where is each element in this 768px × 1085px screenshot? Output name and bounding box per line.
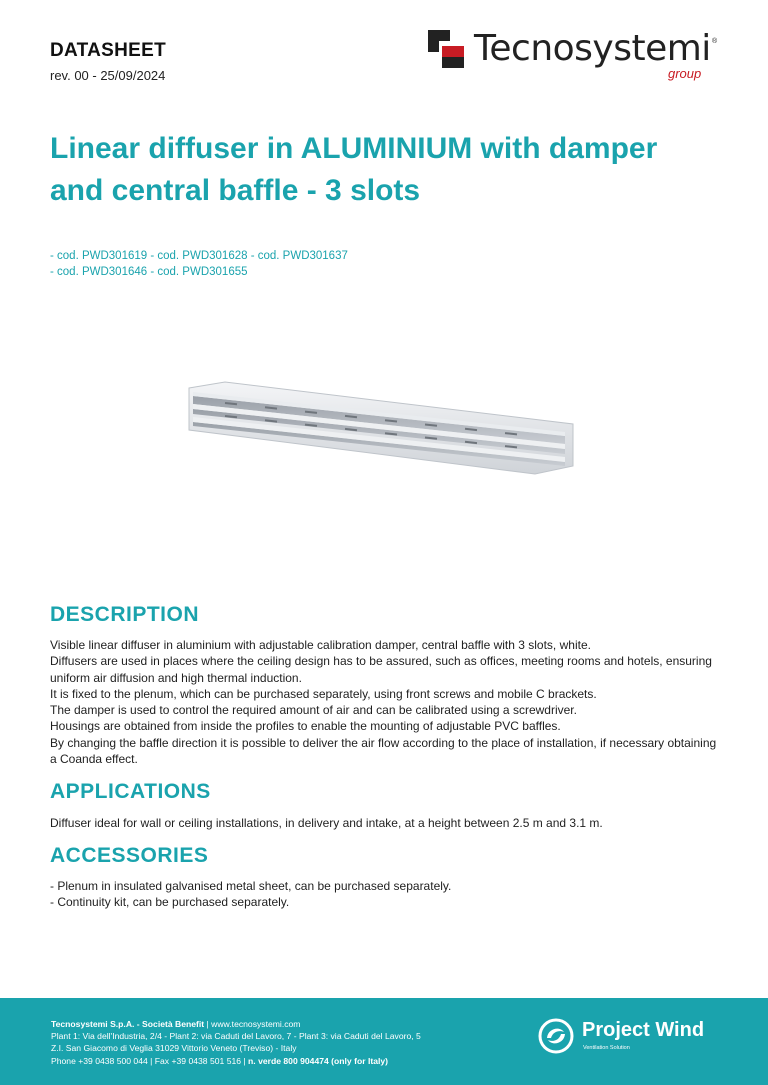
product-codes-line: - cod. PWD301646 - cod. PWD301655 bbox=[50, 266, 248, 278]
brand-group: group bbox=[668, 66, 702, 81]
project-wind-tagline: Ventilation Solution bbox=[583, 1045, 630, 1051]
accessories-list bbox=[50, 878, 720, 911]
footer-company: Tecnosystemi S.p.A. - Società Benefit bbox=[51, 1019, 205, 1029]
footer-website[interactable]: | www.tecnosystemi.com bbox=[204, 1019, 301, 1029]
description-paragraph: The damper is used to control the required amount of air and can be calibrated using a screwdriver. bbox=[50, 703, 577, 718]
description-paragraph: Visible linear diffuser in aluminium with adjustable calibration damper, central baffle with 3 slots, white. bbox=[50, 638, 591, 652]
applications-heading: APPLICATIONS bbox=[50, 780, 211, 803]
project-wind-swirl-icon bbox=[538, 1018, 574, 1054]
project-wind-logo bbox=[538, 1018, 728, 1058]
description-paragraph: It is fixed to the plenum, which can be purchased separately, using front screws and mobile C brackets. bbox=[50, 686, 597, 701]
footer-plants: Plant 1: Via dell'Industria, 2/4 - Plant 2: via Caduti del Lavoro, 7 - Plant 3: via Caduti del Lavoro, 5 bbox=[51, 1031, 421, 1042]
product-codes-line: - cod. PWD301619 - cod. PWD301628 - cod. PWD301637 bbox=[50, 250, 348, 262]
description-heading: DESCRIPTION bbox=[50, 603, 200, 626]
document-header bbox=[50, 40, 166, 83]
accessory-item: - Plenum in insulated galvanised metal sheet, can be purchased separately. bbox=[50, 879, 452, 893]
footer-contacts: Phone +39 0438 500 044 | Fax +39 0438 501 516 | bbox=[51, 1055, 249, 1066]
page-title: Linear diffuser in ALUMINIUM with damper and central baffle - 3 slots bbox=[50, 132, 658, 207]
product-image bbox=[185, 378, 575, 490]
registered-mark: ® bbox=[712, 38, 718, 45]
revision-date: rev. 00 - 25/09/2024 bbox=[50, 68, 166, 83]
footer-address: Z.I. San Giacomo di Veglia 31029 Vittorio Veneto (Treviso) - Italy bbox=[51, 1043, 297, 1054]
accessories-heading: ACCESSORIES bbox=[50, 844, 209, 867]
doc-type-label: DATASHEET bbox=[50, 40, 166, 61]
brand-name: Tecnosystemi bbox=[474, 28, 711, 69]
tecnosystemi-logo bbox=[428, 28, 728, 88]
description-paragraph: By changing the baffle direction it is possible to deliver the air flow according to the place of installation, if necessary obtaining a Coanda effect. bbox=[50, 735, 717, 767]
applications-paragraph: Diffuser ideal for wall or ceiling installations, in delivery and intake, at a height between 2.5 m and 3.1 m. bbox=[50, 816, 603, 830]
page-footer bbox=[0, 998, 768, 1085]
accessory-item: - Continuity kit, can be purchased separately. bbox=[50, 895, 290, 910]
footer-contact-info bbox=[51, 1018, 421, 1067]
tecnosystemi-logo-mark-icon bbox=[428, 30, 464, 68]
description-paragraph: Housings are obtained from inside the profiles to enable the mounting of adjustable PVC baffles. bbox=[50, 719, 561, 734]
applications-text bbox=[50, 815, 720, 831]
product-codes bbox=[50, 248, 348, 280]
project-wind-name: Project Wind bbox=[582, 1019, 705, 1041]
footer-toll-free: n. verde 800 904474 (only for Italy) bbox=[248, 1055, 388, 1066]
description-text bbox=[50, 637, 720, 767]
description-paragraph: Diffusers are used in places where the ceiling design has to be assured, such as offices, meeting rooms and hotels, ensuring uniform air diffusion and high thermal induction. bbox=[50, 654, 712, 685]
